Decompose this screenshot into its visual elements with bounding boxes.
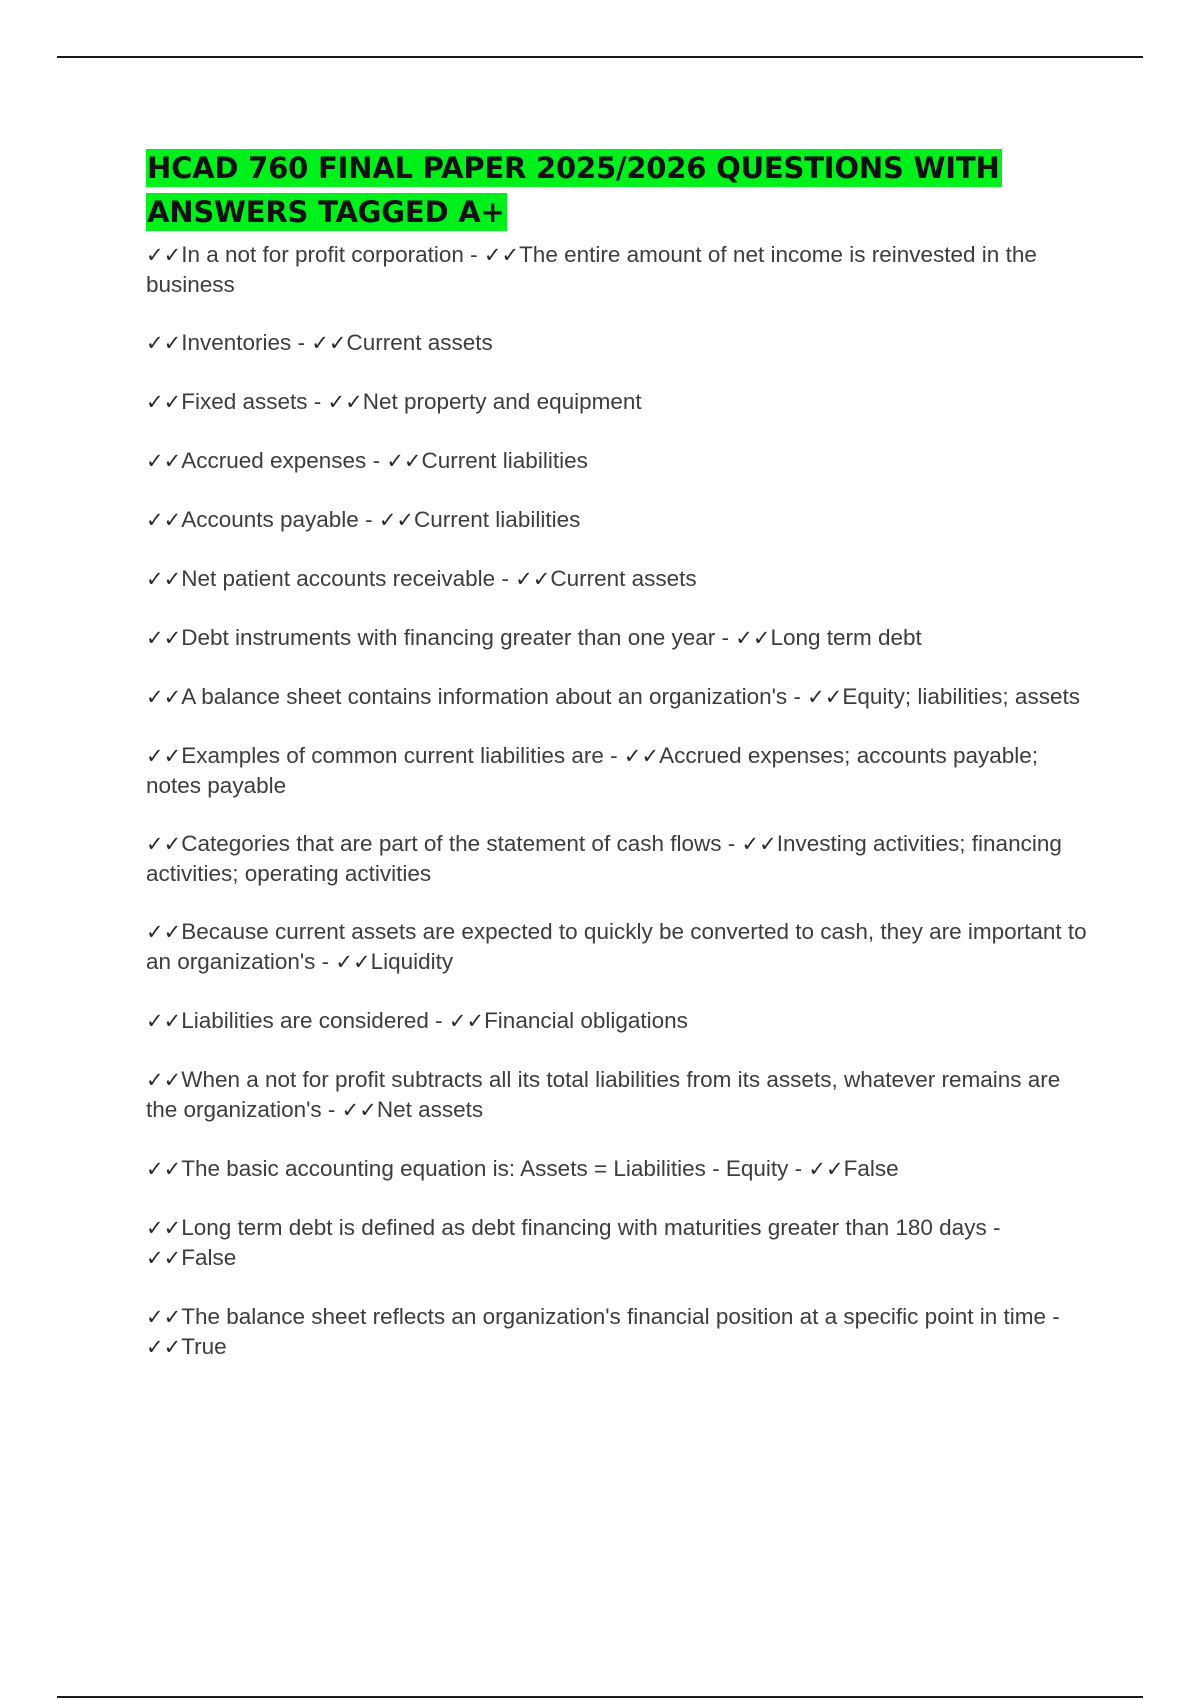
check-mark-icon: ✓✓ (146, 508, 182, 532)
check-mark-icon: ✓✓ (146, 744, 182, 768)
qa-item: ✓✓When a not for profit subtracts all its total liabilities from its assets, whatever remains are the organization's - ✓✓Net assets (146, 1067, 1061, 1122)
answer-text: Equity; liabilities; assets (842, 684, 1080, 709)
question-text: A balance sheet contains information about an organization's (181, 684, 788, 709)
qa-item: ✓✓The basic accounting equation is: Assets = Liabilities - Equity - ✓✓False (146, 1156, 899, 1181)
qa-item: ✓✓The balance sheet reflects an organization's financial position at a specific point in time - ✓✓True (146, 1304, 1060, 1359)
answer-text: False (843, 1156, 899, 1181)
qa-item: ✓✓In a not for profit corporation - ✓✓The entire amount of net income is reinvested in the business (146, 242, 1037, 297)
check-mark-icon: ✓✓ (741, 832, 777, 856)
qa-item: ✓✓Long term debt is defined as debt financing with maturities greater than 180 days - ✓✓False (146, 1215, 1001, 1270)
question-text: Fixed assets (181, 389, 308, 414)
check-mark-icon: ✓✓ (386, 449, 422, 473)
question-text: The balance sheet reflects an organization's financial position at a specific point in time (181, 1304, 1046, 1329)
check-mark-icon: ✓✓ (483, 243, 520, 267)
check-mark-icon: ✓✓ (146, 1246, 182, 1270)
check-mark-icon: ✓✓ (341, 1098, 377, 1122)
qa-item: ✓✓Fixed assets - ✓✓Net property and equipment (146, 389, 642, 414)
question-text: Long term debt is defined as debt financing with maturities greater than 180 days (181, 1215, 987, 1240)
check-mark-icon: ✓✓ (146, 1335, 182, 1359)
qa-list (146, 240, 1096, 1362)
question-text: Accounts payable (181, 507, 359, 532)
qa-item: ✓✓Accounts payable - ✓✓Current liabilities (146, 507, 581, 532)
check-mark-icon: ✓✓ (808, 1157, 844, 1181)
question-text: In a not for profit corporation (181, 242, 464, 267)
check-mark-icon: ✓✓ (146, 567, 182, 591)
question-text: Inventories (181, 330, 292, 355)
check-mark-icon: ✓✓ (146, 920, 182, 944)
answer-text: Financial obligations (484, 1008, 688, 1033)
question-text: Accrued expenses (181, 448, 367, 473)
qa-item: ✓✓A balance sheet contains information about an organization's - ✓✓Equity; liabilities; assets (146, 684, 1080, 709)
qa-item: ✓✓Liabilities are considered - ✓✓Financial obligations (146, 1008, 688, 1033)
answer-text: Current assets (550, 566, 697, 591)
check-mark-icon: ✓✓ (146, 1009, 182, 1033)
question-text: When a not for profit subtracts all its total liabilities from its assets, whatever remains are the organization's (146, 1067, 1061, 1122)
check-mark-icon: ✓✓ (146, 1216, 182, 1240)
answer-text: Liquidity (370, 949, 454, 974)
qa-item: ✓✓Because current assets are expected to quickly be converted to cash, they are important to an organization's - ✓✓Liquidity (146, 919, 1087, 974)
document-body (146, 146, 1096, 1391)
answer-text: True (181, 1334, 227, 1359)
check-mark-icon: ✓✓ (378, 508, 415, 532)
answer-text: The entire amount of net income is reinvested in the business (146, 242, 1037, 297)
answer-text: Accrued expenses; accounts payable; notes payable (146, 743, 1039, 798)
check-mark-icon: ✓✓ (327, 390, 363, 414)
question-text: Examples of common current liabilities are (181, 743, 604, 768)
check-mark-icon: ✓✓ (146, 1157, 182, 1181)
check-mark-icon: ✓✓ (448, 1009, 485, 1033)
check-mark-icon: ✓✓ (146, 1305, 182, 1329)
check-mark-icon: ✓✓ (735, 626, 771, 650)
check-mark-icon: ✓✓ (623, 744, 660, 768)
check-mark-icon: ✓✓ (146, 832, 182, 856)
qa-item: ✓✓Net patient accounts receivable - ✓✓Current assets (146, 566, 697, 591)
qa-item: ✓✓Examples of common current liabilities are - ✓✓Accrued expenses; accounts payable; notes payable (146, 743, 1039, 798)
check-mark-icon: ✓✓ (515, 567, 551, 591)
qa-item: ✓✓Debt instruments with financing greater than one year - ✓✓Long term debt (146, 625, 922, 650)
answer-text: Current assets (346, 330, 493, 355)
answer-text: Net assets (376, 1097, 484, 1122)
document-title (146, 146, 1096, 234)
qa-item: ✓✓Categories that are part of the statement of cash flows - ✓✓Investing activities; financing activities; operating activities (146, 831, 1062, 886)
qa-item: ✓✓Inventories - ✓✓Current assets (146, 330, 493, 355)
answer-text: False (181, 1245, 237, 1270)
answer-text: Current liabilities (421, 448, 588, 473)
check-mark-icon: ✓✓ (146, 331, 182, 355)
check-mark-icon: ✓✓ (146, 243, 182, 267)
answer-text: Net property and equipment (362, 389, 642, 414)
answer-text: Current liabilities (414, 507, 581, 532)
check-mark-icon: ✓✓ (807, 685, 843, 709)
check-mark-icon: ✓✓ (146, 685, 182, 709)
top-rule (57, 56, 1143, 58)
question-text: The basic accounting equation is: Assets = Liabilities - Equity (181, 1156, 789, 1181)
question-text: Debt instruments with financing greater than one year (181, 625, 716, 650)
check-mark-icon: ✓✓ (146, 390, 182, 414)
question-text: Categories that are part of the statement of cash flows (181, 831, 722, 856)
check-mark-icon: ✓✓ (146, 449, 182, 473)
check-mark-icon: ✓✓ (146, 626, 182, 650)
answer-text: Investing activities; financing activities; operating activities (146, 831, 1062, 886)
check-mark-icon: ✓✓ (146, 1068, 182, 1092)
check-mark-icon: ✓✓ (335, 950, 371, 974)
question-text: Because current assets are expected to quickly be converted to cash, they are important to an organization's (146, 919, 1087, 974)
question-text: Liabilities are considered (181, 1008, 429, 1033)
question-text: Net patient accounts receivable (181, 566, 496, 591)
qa-item: ✓✓Accrued expenses - ✓✓Current liabilities (146, 448, 588, 473)
title-highlight: HCAD 760 FINAL PAPER 2025/2026 QUESTIONS WITH ANSWERS TAGGED A+ (147, 151, 1000, 229)
bottom-rule (57, 1696, 1143, 1698)
answer-text: Long term debt (770, 625, 922, 650)
check-mark-icon: ✓✓ (311, 331, 347, 355)
